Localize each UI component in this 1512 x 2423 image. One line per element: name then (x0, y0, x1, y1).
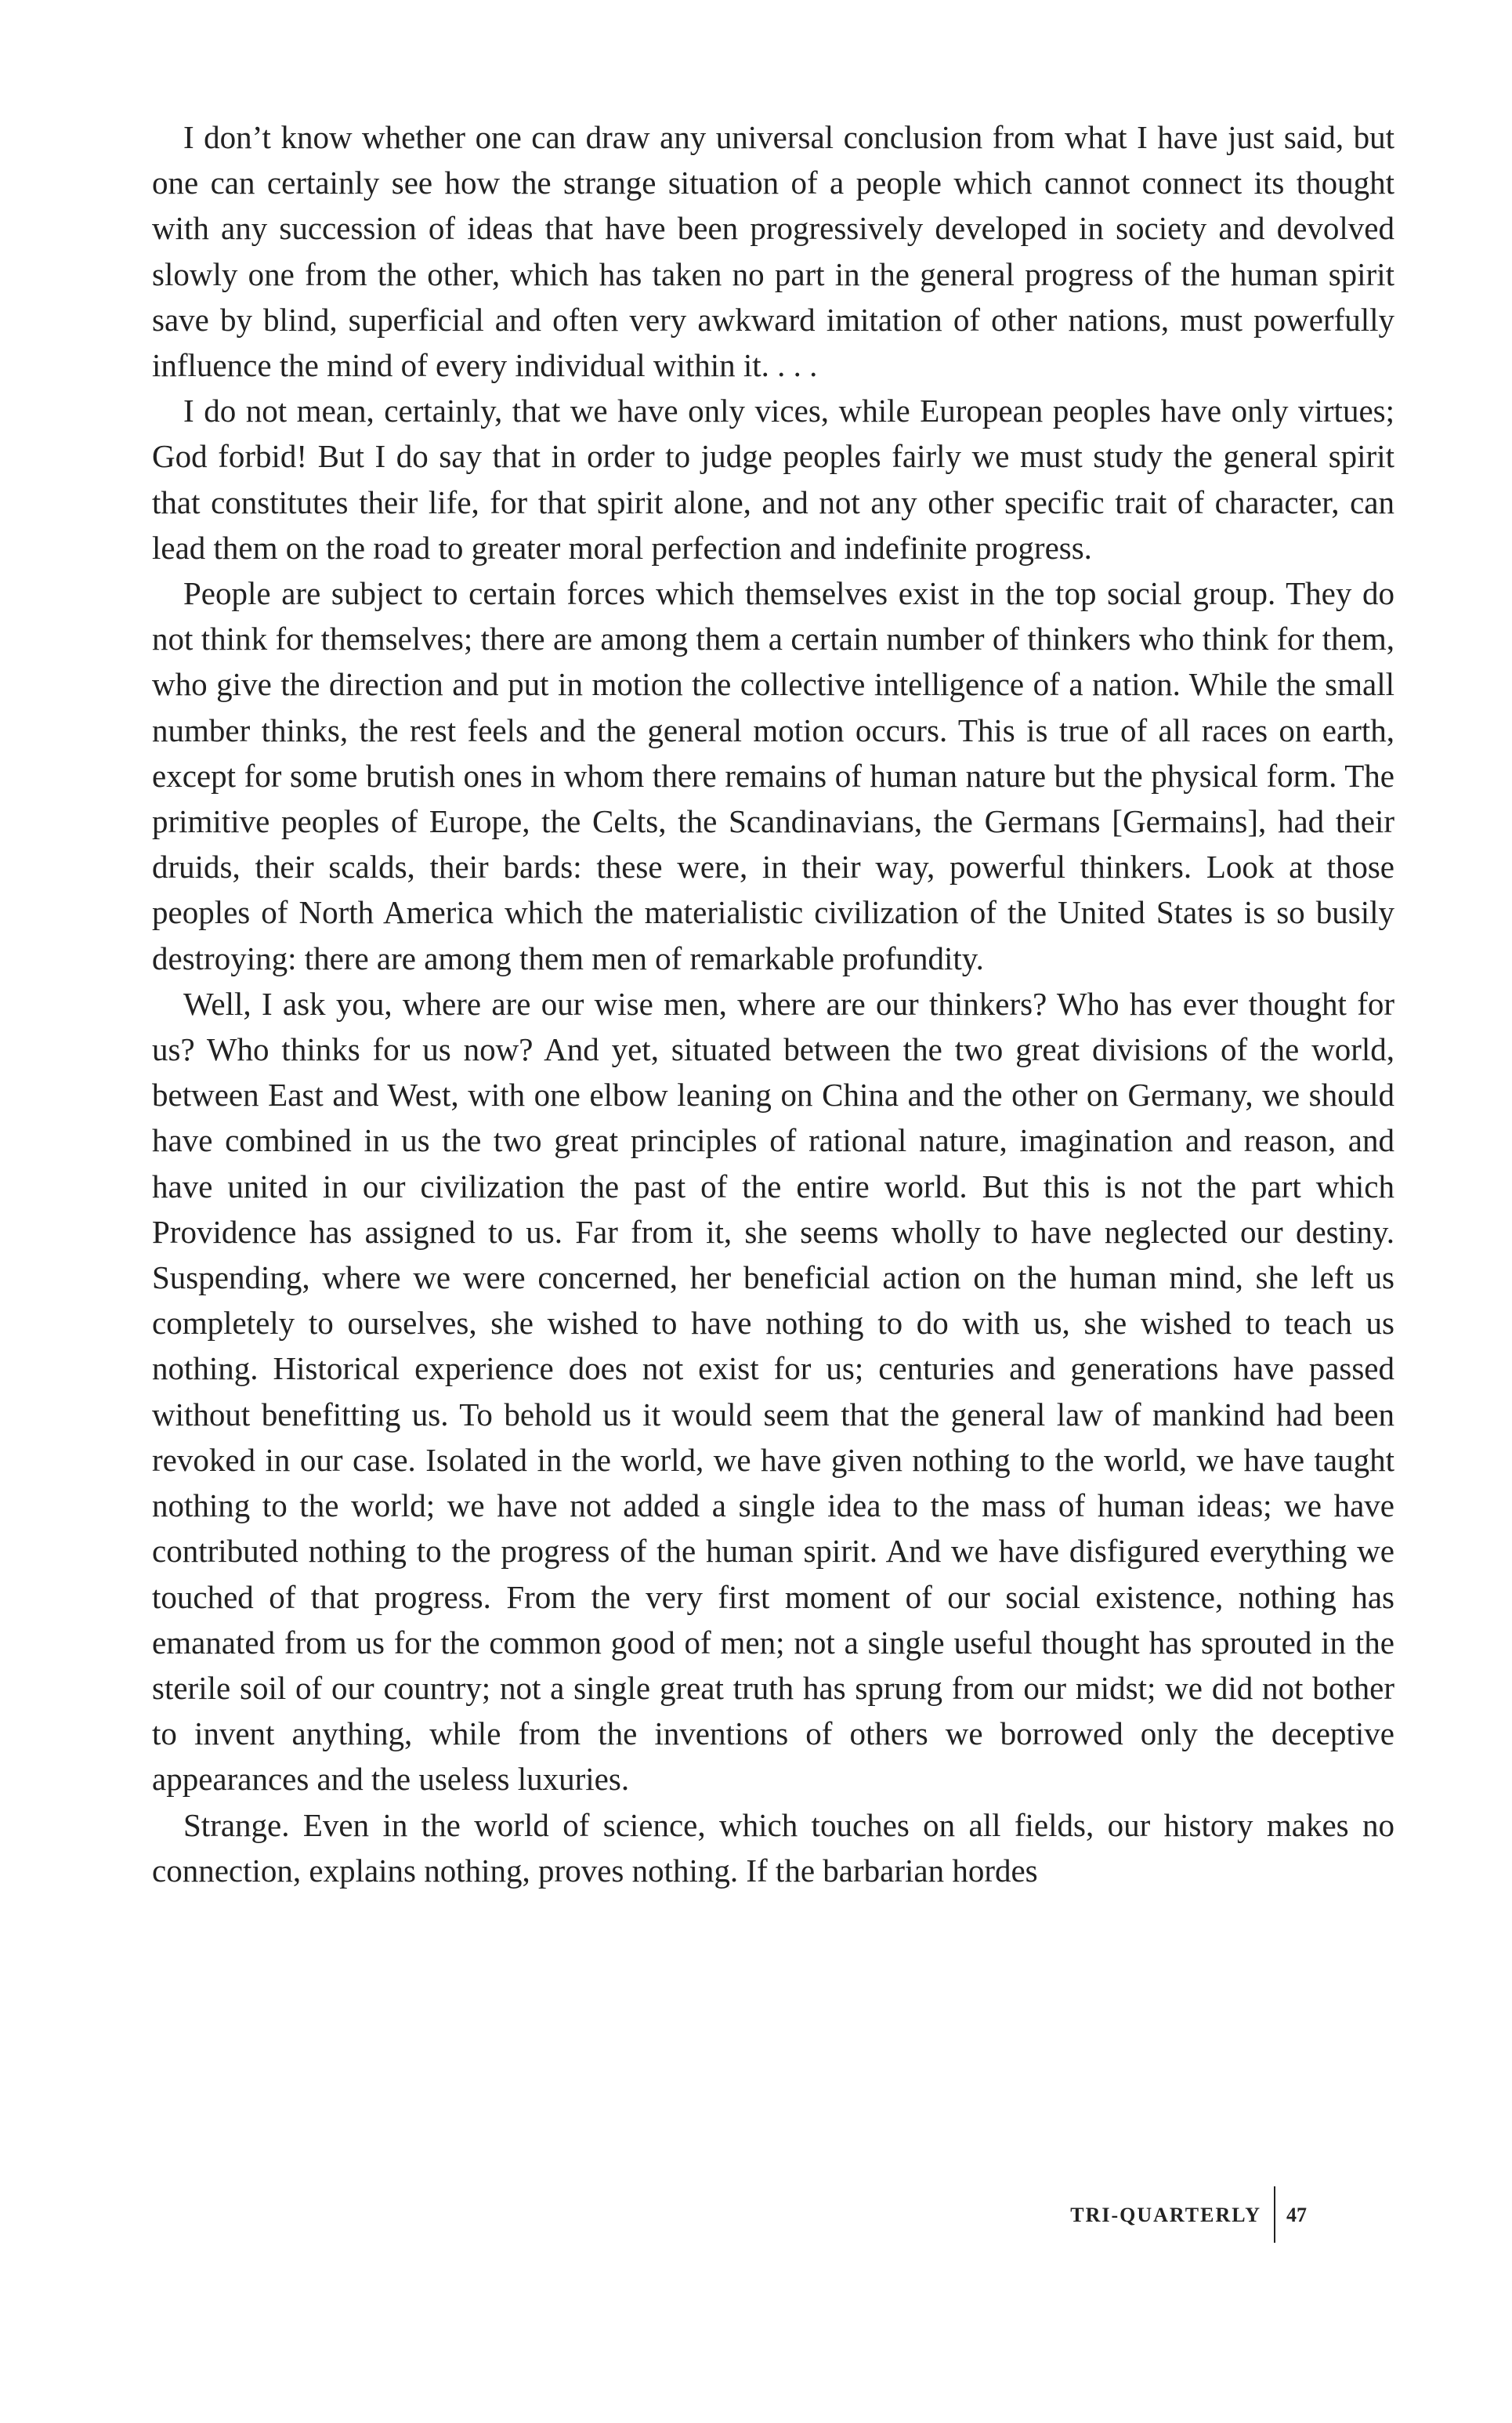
paragraph-2: I do not mean, certainly, that we have only vices, while European peoples have only virtues; God forbid! But I do say that in order to judge peoples fairly we must study the general spirit that constitutes their life, for that spirit alone, and not any other specific trait of character, can lead them on the road to greater moral perfection and indefinite progress. (152, 393, 1394, 566)
footer-divider (1274, 2186, 1275, 2243)
page-number: 47 (1286, 2204, 1307, 2226)
paragraph-3: People are subject to certain forces which themselves exist in the top social group. They do not think for themselves; there are among them a certain number of thinkers who think for them, who give the direction and put in motion the collective intelligence of a nation. While the small number thinks, the rest feels and the general motion occurs. This is true of all races on earth, except for some brutish ones in whom there remains of human nature but the physical form. The primitive peoples of Europe, the Celts, the Scandinavians, the Germans [Germains], had their druids, their scalds, their bards: these were, in their way, powerful thinkers. Look at those peoples of North America which the materialistic civilization of the United States is so busily destroying: there are among them men of remarkable profundity. (152, 575, 1394, 976)
body-text (152, 114, 1394, 1893)
page-footer (1018, 2186, 1410, 2243)
paragraph-5: Strange. Even in the world of science, which touches on all fields, our history makes no connection, explains nothing, proves nothing. If the barbarian hordes (152, 1806, 1394, 1889)
journal-title: TRI-QUARTERLY (1070, 2204, 1261, 2226)
paragraph-1: I don’t know whether one can draw any universal conclusion from what I have just said, but one can certainly see how the strange situation of a people which cannot connect its thought with any succession of ideas that have been progressively developed in society and devolved slowly one from the other, which has taken no part in the general progress of the human spirit save by blind, superficial and often very awkward imitation of other nations, must powerfully influence the mind of every individual within it. . . . (152, 119, 1394, 384)
paragraph-4: Well, I ask you, where are our wise men, where are our thinkers? Who has ever thought for us? Who thinks for us now? And yet, situated between the two great divisions of the world, between East and West, with one elbow leaning on China and the other on Germany, we should have combined in us the two great principles of rational nature, imagination and reason, and have united in our civilization the past of the entire world. But this is not the part which Providence has assigned to us. Far from it, she seems wholly to have neglected our destiny. Suspending, where we were concerned, her beneficial action on the human mind, she left us completely to ourselves, she wished to have nothing to do with us, she wished to teach us nothing. Historical experience does not exist for us; centuries and generations have passed without benefitting us. To behold us it would seem that the general law of mankind had been revoked in our case. Isolated in the world, we have given nothing to the world, we have taught nothing to the world; we have not added a single idea to the mass of human ideas; we have contributed nothing to the progress of the human spirit. And we have disfigured everything we touched of that progress. From the very first moment of our social existence, nothing has emanated from us for the common good of men; not a single useful thought has sprouted in the sterile soil of our country; not a single great truth has sprung from our midst; we did not bother to invent anything, while from the inventions of others we borrowed only the deceptive appearances and the useless luxuries. (152, 985, 1394, 1798)
